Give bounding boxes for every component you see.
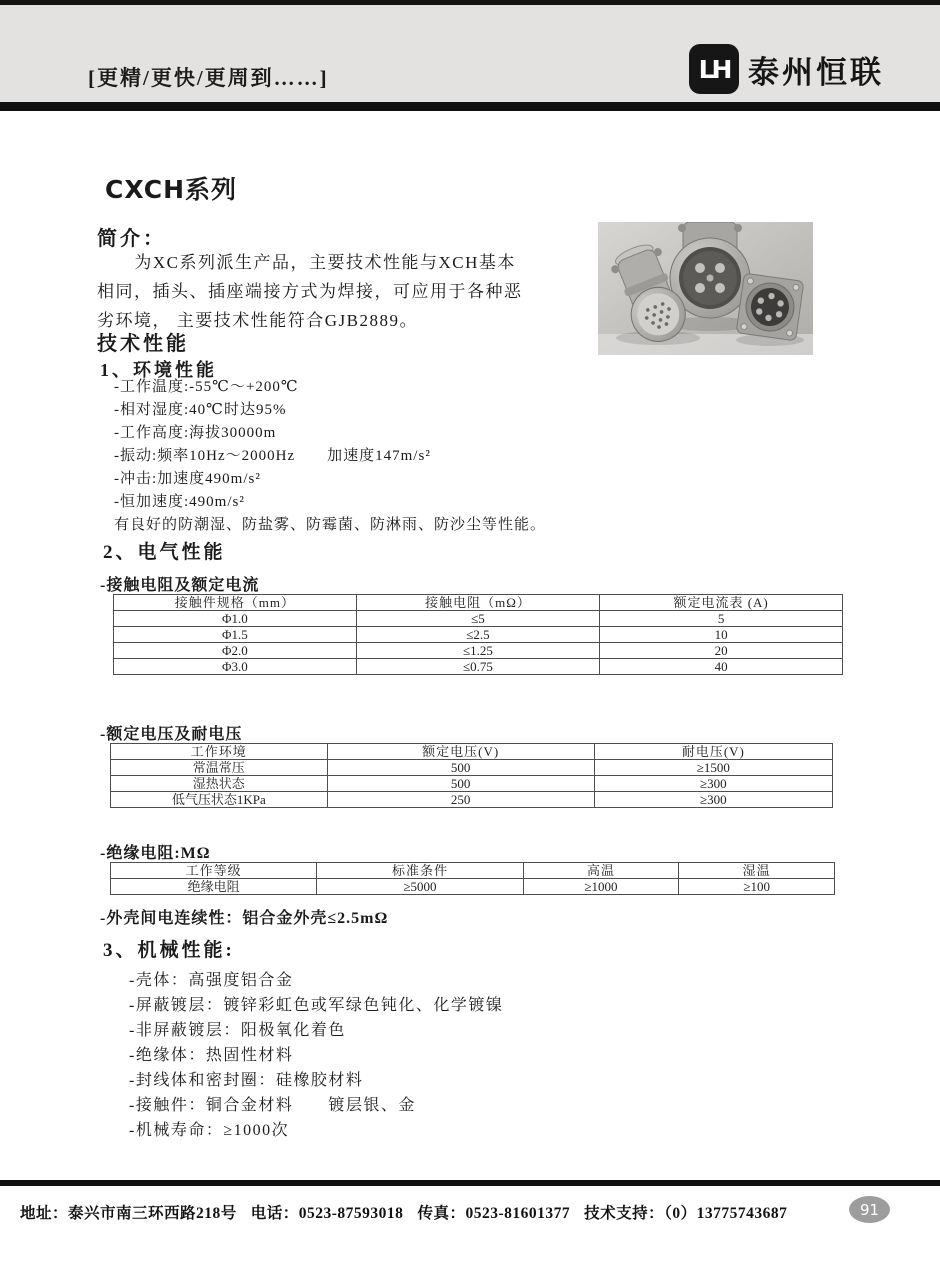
table-row [111, 792, 833, 808]
col-header: 工作等级 [111, 863, 317, 879]
cell: 湿热状态 [111, 776, 328, 792]
cell: 500 [327, 760, 594, 776]
header-band [0, 5, 940, 102]
env-item: -振动:频率10Hz～2000Hz 加速度147m/s² [114, 448, 431, 464]
lh-logo-icon: LH [689, 44, 739, 94]
mech-item: -壳体：高强度铝合金 [129, 972, 294, 989]
table-header-row [111, 863, 835, 879]
cell: ≥5000 [317, 879, 523, 895]
table-row [111, 760, 833, 776]
table-row [111, 776, 833, 792]
env-item: -冲击:加速度490m/s² [114, 471, 261, 487]
col-header: 标准条件 [317, 863, 523, 879]
cell: 40 [600, 659, 843, 675]
col-header: 工作环境 [111, 744, 328, 760]
cell: ≤1.25 [356, 643, 599, 659]
header-slogan: [更精/更快/更周到……] [88, 66, 329, 90]
env-item: -工作温度:-55℃～+200℃ [114, 379, 299, 395]
col-header: 湿温 [679, 863, 835, 879]
connector-photo-illustration [598, 222, 813, 355]
mech-item: -接触件：铜合金材料 镀层银、金 [129, 1097, 416, 1114]
col-header: 额定电流表 (A) [600, 595, 843, 611]
table-row [114, 659, 843, 675]
col-header: 接触件规格（mm） [114, 595, 357, 611]
table-row [114, 611, 843, 627]
env-item: -相对湿度:40℃时达95% [114, 402, 287, 418]
cell: Φ3.0 [114, 659, 357, 675]
cell: Φ1.5 [114, 627, 357, 643]
insulation-resistance-label: -绝缘电阻:MΩ [100, 845, 211, 862]
company-name: 泰州恒联 [748, 54, 884, 91]
product-photo [598, 222, 813, 355]
rated-voltage-label: -额定电压及耐电压 [100, 726, 243, 743]
cell: 10 [600, 627, 843, 643]
env-performance-heading: 1、环境性能 [100, 360, 217, 380]
cell: 绝缘电阻 [111, 879, 317, 895]
cell: Φ2.0 [114, 643, 357, 659]
cell: ≥1000 [523, 879, 679, 895]
intro-heading: 简介： [97, 226, 166, 250]
table-row [114, 643, 843, 659]
footer-contact-line [20, 1201, 787, 1223]
table-header-row [114, 595, 843, 611]
mech-item: -非屏蔽镀层：阳极氧化着色 [129, 1022, 346, 1039]
footer-support: 技术支持：（0）13775743687 [584, 1205, 788, 1222]
tech-performance-heading: 技术性能 [97, 331, 189, 355]
env-item: 有良好的防潮湿、防盐雾、防霉菌、防淋雨、防沙尘等性能。 [114, 517, 547, 533]
col-header: 额定电压(V) [327, 744, 594, 760]
cell: ≤0.75 [356, 659, 599, 675]
footer-fax: 传真：0523-81601377 [417, 1205, 571, 1222]
mech-item: -屏蔽镀层：镀锌彩虹色或军绿色钝化、化学镀镍 [129, 997, 504, 1014]
cell: ≥300 [594, 792, 832, 808]
mech-item: -封线体和密封圈：硅橡胶材料 [129, 1072, 364, 1089]
footer-address: 地址：泰兴市南三环西路218号 [20, 1205, 237, 1222]
table-row [111, 879, 835, 895]
col-header: 接触电阻（mΩ） [356, 595, 599, 611]
shell-continuity-note: -外壳间电连续性：铝合金外壳≤2.5mΩ [100, 910, 389, 927]
cell: Φ1.0 [114, 611, 357, 627]
env-performance-list [114, 376, 546, 537]
footer-rule [0, 1180, 940, 1186]
env-item: -工作高度:海拔30000m [114, 425, 277, 441]
cell: ≤2.5 [356, 627, 599, 643]
cell: 低气压状态1KPa [111, 792, 328, 808]
contact-resistance-table [113, 594, 843, 675]
mechanical-performance-heading: 3、机械性能: [103, 940, 235, 961]
cell: 20 [600, 643, 843, 659]
cell: 500 [327, 776, 594, 792]
col-header: 高温 [523, 863, 679, 879]
cell: 常温常压 [111, 760, 328, 776]
table-header-row [111, 744, 833, 760]
cell: ≤5 [356, 611, 599, 627]
contact-resistance-label: -接触电阻及额定电流 [100, 577, 260, 594]
cell: ≥100 [679, 879, 835, 895]
page-title: CXCH系列 [105, 175, 238, 204]
insulation-resistance-table [110, 862, 835, 895]
header-rule [0, 102, 940, 111]
rated-voltage-table [110, 743, 833, 808]
table-row [114, 627, 843, 643]
cell: ≥300 [594, 776, 832, 792]
mech-item: -机械寿命：≥1000次 [129, 1122, 290, 1139]
cell: ≥1500 [594, 760, 832, 776]
mechanical-performance-list [129, 968, 503, 1143]
env-item: -恒加速度:490m/s² [114, 494, 245, 510]
footer-phone: 电话：0523-87593018 [250, 1205, 404, 1222]
mech-item: -绝缘体：热固性材料 [129, 1047, 294, 1064]
col-header: 耐电压(V) [594, 744, 832, 760]
electrical-performance-heading: 2、电气性能 [103, 542, 226, 563]
page-number-badge: 91 [849, 1196, 890, 1223]
cell: 250 [327, 792, 594, 808]
intro-paragraph: 为XC系列派生产品，主要技术性能与XCH基本相同，插头、插座端接方式为焊接，可应用于各种恶劣环境， 主要技术性能符合GJB2889。 [97, 253, 523, 330]
company-logo [689, 44, 884, 94]
cell: 5 [600, 611, 843, 627]
